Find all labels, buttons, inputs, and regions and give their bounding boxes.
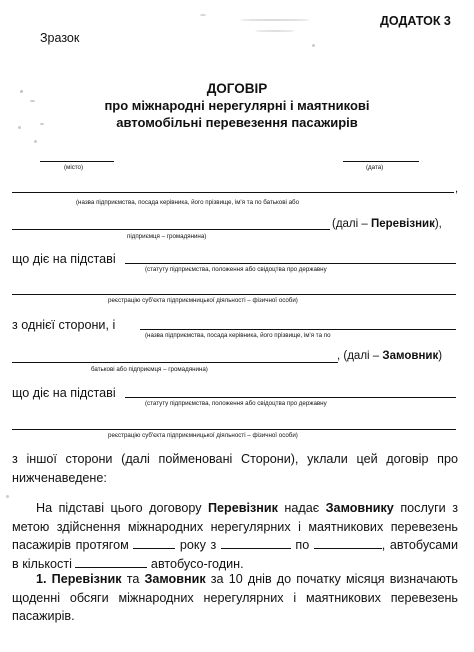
start-date-blank[interactable] bbox=[221, 537, 291, 549]
customer-name-line[interactable] bbox=[140, 329, 456, 330]
bus-hours-blank[interactable] bbox=[75, 556, 147, 568]
item-1-carrier-term: Перевізник bbox=[51, 572, 122, 586]
customer-alias: , (далі – Замовник) bbox=[337, 350, 443, 362]
customer-basis-line[interactable] bbox=[125, 397, 456, 398]
document-subtitle-line1: про міжнародні нерегулярні і маятникові bbox=[104, 98, 370, 113]
document-title: ДОГОВІР bbox=[206, 81, 268, 96]
carrier-name-hint: (назва підприємства, посада керівника, його прізвище, ім'я та по батькові або bbox=[76, 199, 300, 206]
carrier-term: Перевізник bbox=[371, 218, 435, 230]
city-hint: (місто) bbox=[64, 164, 84, 171]
carrier-name-hint-2: підприємця – громадянина) bbox=[127, 233, 207, 240]
date-field-line[interactable] bbox=[343, 161, 419, 162]
intro-paragraph: На підставі цього договору Перевізник надає Замовнику послуги з метою здійснення міжнародних нерегулярних і маятникових перевезень пасажирів протягом року з по , автобусами в кількості автобусо-годин. bbox=[12, 501, 458, 571]
customer-name-hint: (назва підприємства, посада керівника, його прізвище, ім'я та по bbox=[145, 332, 331, 339]
carrier-basis-label: що діє на підставі bbox=[12, 252, 116, 266]
carrier-basis-hint: (статуту підприємства, положення або свідоцтва про державну bbox=[145, 266, 327, 273]
city-field-line[interactable] bbox=[40, 161, 114, 162]
intro-carrier-term: Перевізник bbox=[208, 501, 278, 515]
customer-term: Замовник bbox=[382, 350, 439, 362]
document-subtitle-line2: автомобільні перевезення пасажирів bbox=[116, 115, 358, 130]
customer-basis-line-2[interactable] bbox=[12, 429, 456, 430]
annex-label: ДОДАТОК 3 bbox=[380, 14, 451, 28]
carrier-basis-line-2[interactable] bbox=[12, 294, 456, 295]
other-side-paragraph: з іншої сторони (далі пойменовані Сторони), уклали цей договір про нижченаведене: bbox=[12, 452, 458, 485]
item-1-paragraph: 1. Перевізник та Замовник за 10 днів до початку місяця визначають щоденні обсяги міжнародних нерегулярних і маятникових перевезень пасажирів. bbox=[12, 572, 458, 623]
carrier-basis-line[interactable] bbox=[125, 263, 456, 264]
carrier-name-line[interactable] bbox=[12, 192, 454, 193]
carrier-alias: (далі – Перевізник), bbox=[332, 218, 442, 230]
customer-basis-hint: (статуту підприємства, положення або свідоцтва про державну bbox=[145, 400, 327, 407]
one-side-label: з однієї сторони, і bbox=[12, 318, 116, 332]
sample-label: Зразок bbox=[40, 31, 80, 45]
intro-customer-term: Замовнику bbox=[325, 501, 394, 515]
item-1-customer-term: Замовник bbox=[144, 572, 206, 586]
customer-basis-label: що діє на підставі bbox=[12, 386, 116, 400]
customer-basis-hint-2: реєстрацію суб'єкта підприємницької діяльності – фізичної особи) bbox=[108, 432, 298, 439]
carrier-name-line-2[interactable] bbox=[12, 229, 330, 230]
end-date-blank[interactable] bbox=[314, 537, 382, 549]
customer-name-hint-2: батькові або підприємця – громадянина) bbox=[91, 366, 208, 373]
year-blank[interactable] bbox=[133, 537, 175, 549]
carrier-basis-hint-2: реєстрацію суб'єкта підприємницької діяльності – фізичної особи) bbox=[108, 297, 298, 304]
date-hint: (дата) bbox=[366, 164, 384, 171]
customer-name-line-2[interactable] bbox=[12, 362, 338, 363]
